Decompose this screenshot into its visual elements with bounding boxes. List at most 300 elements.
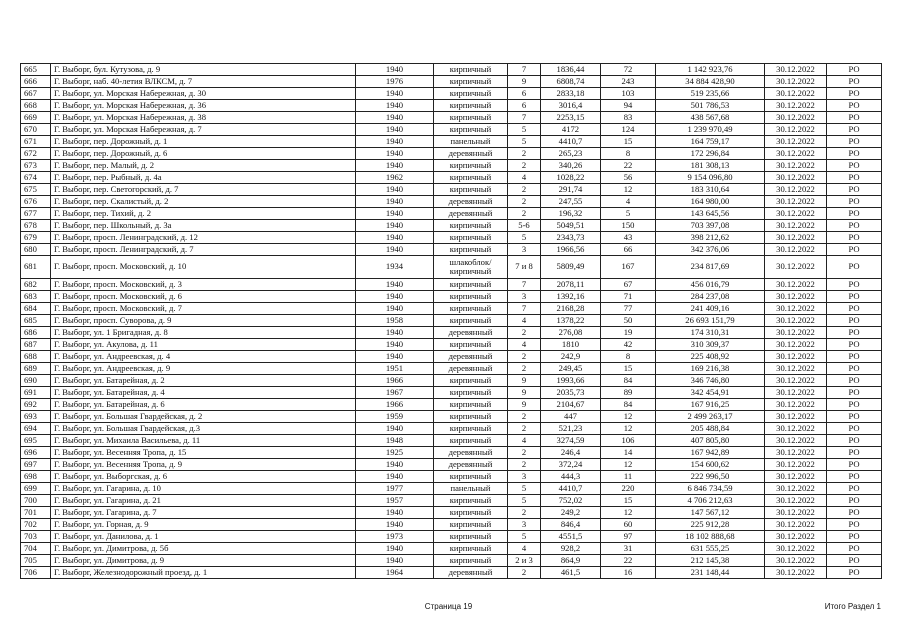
floors-cell: 3 <box>508 471 541 483</box>
year-built-cell: 1958 <box>356 315 434 327</box>
table-row <box>21 567 882 579</box>
row-number-cell: 697 <box>21 459 51 471</box>
year-built-cell: 1973 <box>356 531 434 543</box>
table-row <box>21 279 882 291</box>
area-cell: 1810 <box>541 339 601 351</box>
program-code-cell: РО <box>827 100 882 112</box>
year-built-cell: 1962 <box>356 172 434 184</box>
address-cell: Г. Выборг, просп. Московский, д. 6 <box>51 291 356 303</box>
floors-cell: 2 <box>508 148 541 160</box>
program-code-cell: РО <box>827 196 882 208</box>
row-number-cell: 683 <box>21 291 51 303</box>
program-code-cell: РО <box>827 387 882 399</box>
floors-cell: 9 <box>508 387 541 399</box>
row-number-cell: 699 <box>21 483 51 495</box>
residents-cell: 8 <box>601 351 656 363</box>
residents-cell: 150 <box>601 220 656 232</box>
date-cell: 30.12.2022 <box>765 64 827 76</box>
wall-material-cell: деревянный <box>434 567 508 579</box>
date-cell: 30.12.2022 <box>765 244 827 256</box>
cost-cell: 225 912,28 <box>656 519 765 531</box>
residents-cell: 124 <box>601 124 656 136</box>
program-code-cell: РО <box>827 507 882 519</box>
residents-cell: 19 <box>601 327 656 339</box>
address-cell: Г. Выборг, ул. Батарейная, д. 6 <box>51 399 356 411</box>
program-code-cell: РО <box>827 279 882 291</box>
year-built-cell: 1966 <box>356 375 434 387</box>
year-built-cell: 1940 <box>356 112 434 124</box>
cost-cell: 167 916,25 <box>656 399 765 411</box>
floors-cell: 4 <box>508 543 541 555</box>
table-row <box>21 196 882 208</box>
row-number-cell: 682 <box>21 279 51 291</box>
date-cell: 30.12.2022 <box>765 471 827 483</box>
wall-material-cell: кирпичный <box>434 303 508 315</box>
residents-cell: 103 <box>601 88 656 100</box>
row-number-cell: 706 <box>21 567 51 579</box>
program-code-cell: РО <box>827 411 882 423</box>
floors-cell: 7 <box>508 303 541 315</box>
program-code-cell: РО <box>827 64 882 76</box>
table-row <box>21 184 882 196</box>
residents-cell: 12 <box>601 423 656 435</box>
date-cell: 30.12.2022 <box>765 327 827 339</box>
wall-material-cell: панельный <box>434 136 508 148</box>
floors-cell: 3 <box>508 244 541 256</box>
table-row <box>21 220 882 232</box>
area-cell: 864,9 <box>541 555 601 567</box>
residents-cell: 84 <box>601 375 656 387</box>
date-cell: 30.12.2022 <box>765 112 827 124</box>
floors-cell: 2 <box>508 447 541 459</box>
program-code-cell: РО <box>827 555 882 567</box>
area-cell: 521,23 <box>541 423 601 435</box>
row-number-cell: 680 <box>21 244 51 256</box>
wall-material-cell: кирпичный <box>434 555 508 567</box>
table-row <box>21 172 882 184</box>
row-number-cell: 670 <box>21 124 51 136</box>
cost-cell: 212 145,38 <box>656 555 765 567</box>
register-sheet <box>20 63 881 579</box>
date-cell: 30.12.2022 <box>765 279 827 291</box>
wall-material-cell: кирпичный <box>434 279 508 291</box>
table-row <box>21 471 882 483</box>
row-number-cell: 703 <box>21 531 51 543</box>
table-row <box>21 399 882 411</box>
table-row <box>21 315 882 327</box>
residents-cell: 12 <box>601 507 656 519</box>
year-built-cell: 1940 <box>356 555 434 567</box>
cost-cell: 154 600,62 <box>656 459 765 471</box>
table-row <box>21 76 882 88</box>
program-code-cell: РО <box>827 543 882 555</box>
year-built-cell: 1977 <box>356 483 434 495</box>
floors-cell: 5-6 <box>508 220 541 232</box>
area-cell: 249,2 <box>541 507 601 519</box>
address-cell: Г. Выборг, ул. Горная, д. 9 <box>51 519 356 531</box>
program-code-cell: РО <box>827 303 882 315</box>
date-cell: 30.12.2022 <box>765 411 827 423</box>
area-cell: 846,4 <box>541 519 601 531</box>
wall-material-cell: кирпичный <box>434 220 508 232</box>
cost-cell: 26 693 151,79 <box>656 315 765 327</box>
date-cell: 30.12.2022 <box>765 495 827 507</box>
table-row <box>21 483 882 495</box>
year-built-cell: 1966 <box>356 399 434 411</box>
program-code-cell: РО <box>827 220 882 232</box>
year-built-cell: 1940 <box>356 279 434 291</box>
residents-cell: 12 <box>601 459 656 471</box>
year-built-cell: 1940 <box>356 291 434 303</box>
floors-cell: 5 <box>508 124 541 136</box>
residents-cell: 11 <box>601 471 656 483</box>
row-number-cell: 686 <box>21 327 51 339</box>
program-code-cell: РО <box>827 136 882 148</box>
date-cell: 30.12.2022 <box>765 208 827 220</box>
floors-cell: 2 <box>508 567 541 579</box>
floors-cell: 6 <box>508 88 541 100</box>
floors-cell: 3 <box>508 519 541 531</box>
floors-cell: 7 <box>508 64 541 76</box>
date-cell: 30.12.2022 <box>765 543 827 555</box>
row-number-cell: 704 <box>21 543 51 555</box>
year-built-cell: 1940 <box>356 136 434 148</box>
address-cell: Г. Выборг, ул. Морская Набережная, д. 38 <box>51 112 356 124</box>
year-built-cell: 1925 <box>356 447 434 459</box>
residents-cell: 22 <box>601 555 656 567</box>
area-cell: 1993,66 <box>541 375 601 387</box>
area-cell: 265,23 <box>541 148 601 160</box>
area-cell: 242,9 <box>541 351 601 363</box>
area-cell: 3016,4 <box>541 100 601 112</box>
floors-cell: 2 <box>508 208 541 220</box>
date-cell: 30.12.2022 <box>765 76 827 88</box>
year-built-cell: 1940 <box>356 88 434 100</box>
year-built-cell: 1940 <box>356 423 434 435</box>
cost-cell: 34 884 428,90 <box>656 76 765 88</box>
address-cell: Г. Выборг, ул. Большая Гвардейская, д. 2 <box>51 411 356 423</box>
cost-cell: 164 980,00 <box>656 196 765 208</box>
area-cell: 461,5 <box>541 567 601 579</box>
residents-cell: 71 <box>601 291 656 303</box>
row-number-cell: 674 <box>21 172 51 184</box>
date-cell: 30.12.2022 <box>765 100 827 112</box>
wall-material-cell: кирпичный <box>434 244 508 256</box>
floors-cell: 3 <box>508 291 541 303</box>
area-cell: 2078,11 <box>541 279 601 291</box>
date-cell: 30.12.2022 <box>765 351 827 363</box>
wall-material-cell: кирпичный <box>434 172 508 184</box>
row-number-cell: 692 <box>21 399 51 411</box>
floors-cell: 4 <box>508 435 541 447</box>
wall-material-cell: кирпичный <box>434 435 508 447</box>
row-number-cell: 700 <box>21 495 51 507</box>
cost-cell: 438 567,68 <box>656 112 765 124</box>
address-cell: Г. Выборг, ул. 1 Бригадная, д. 8 <box>51 327 356 339</box>
floors-cell: 5 <box>508 531 541 543</box>
date-cell: 30.12.2022 <box>765 375 827 387</box>
table-row <box>21 555 882 567</box>
year-built-cell: 1940 <box>356 208 434 220</box>
address-cell: Г. Выборг, ул. Батарейная, д. 4 <box>51 387 356 399</box>
table-row <box>21 495 882 507</box>
residents-cell: 42 <box>601 339 656 351</box>
program-code-cell: РО <box>827 76 882 88</box>
table-row <box>21 387 882 399</box>
section-total-label: Итого Раздел 1 <box>824 602 881 611</box>
wall-material-cell: кирпичный <box>434 160 508 172</box>
area-cell: 1378,22 <box>541 315 601 327</box>
cost-cell: 342 454,91 <box>656 387 765 399</box>
wall-material-cell: кирпичный <box>434 291 508 303</box>
year-built-cell: 1940 <box>356 244 434 256</box>
cost-cell: 241 409,16 <box>656 303 765 315</box>
wall-material-cell: кирпичный <box>434 100 508 112</box>
year-built-cell: 1940 <box>356 519 434 531</box>
floors-cell: 5 <box>508 136 541 148</box>
table-row <box>21 64 882 76</box>
floors-cell: 2 <box>508 411 541 423</box>
date-cell: 30.12.2022 <box>765 124 827 136</box>
address-cell: Г. Выборг, наб. 40-летия ВЛКСМ, д. 7 <box>51 76 356 88</box>
date-cell: 30.12.2022 <box>765 423 827 435</box>
row-number-cell: 675 <box>21 184 51 196</box>
address-cell: Г. Выборг, пер. Дорожный, д. 1 <box>51 136 356 148</box>
address-cell: Г. Выборг, ул. Выборгская, д. 6 <box>51 471 356 483</box>
program-code-cell: РО <box>827 399 882 411</box>
area-cell: 4172 <box>541 124 601 136</box>
program-code-cell: РО <box>827 339 882 351</box>
row-number-cell: 669 <box>21 112 51 124</box>
area-cell: 291,74 <box>541 184 601 196</box>
address-cell: Г. Выборг, пер. Скалистый, д. 2 <box>51 196 356 208</box>
address-cell: Г. Выборг, ул. Весенняя Тропа, д. 15 <box>51 447 356 459</box>
wall-material-cell: кирпичный <box>434 88 508 100</box>
address-cell: Г. Выборг, ул. Димитрова, д. 5б <box>51 543 356 555</box>
wall-material-cell: деревянный <box>434 208 508 220</box>
program-code-cell: РО <box>827 519 882 531</box>
program-code-cell: РО <box>827 375 882 387</box>
address-cell: Г. Выборг, пер. Тихий, д. 2 <box>51 208 356 220</box>
program-code-cell: РО <box>827 483 882 495</box>
floors-cell: 2 <box>508 423 541 435</box>
date-cell: 30.12.2022 <box>765 363 827 375</box>
row-number-cell: 696 <box>21 447 51 459</box>
row-number-cell: 690 <box>21 375 51 387</box>
table-row <box>21 160 882 172</box>
address-cell: Г. Выборг, пер. Школьный, д. 3а <box>51 220 356 232</box>
program-code-cell: РО <box>827 315 882 327</box>
program-code-cell: РО <box>827 495 882 507</box>
row-number-cell: 671 <box>21 136 51 148</box>
year-built-cell: 1940 <box>356 339 434 351</box>
row-number-cell: 688 <box>21 351 51 363</box>
address-cell: Г. Выборг, ул. Димитрова, д. 9 <box>51 555 356 567</box>
year-built-cell: 1940 <box>356 220 434 232</box>
program-code-cell: РО <box>827 160 882 172</box>
area-cell: 6808,74 <box>541 76 601 88</box>
wall-material-cell: деревянный <box>434 459 508 471</box>
floors-cell: 7 <box>508 112 541 124</box>
year-built-cell: 1959 <box>356 411 434 423</box>
program-code-cell: РО <box>827 471 882 483</box>
table-row <box>21 303 882 315</box>
area-cell: 246,4 <box>541 447 601 459</box>
program-code-cell: РО <box>827 112 882 124</box>
program-code-cell: РО <box>827 459 882 471</box>
residents-cell: 16 <box>601 567 656 579</box>
program-code-cell: РО <box>827 567 882 579</box>
year-built-cell: 1940 <box>356 543 434 555</box>
date-cell: 30.12.2022 <box>765 519 827 531</box>
floors-cell: 2 <box>508 351 541 363</box>
cost-cell: 9 154 096,80 <box>656 172 765 184</box>
address-cell: Г. Выборг, ул. Морская Набережная, д. 36 <box>51 100 356 112</box>
program-code-cell: РО <box>827 256 882 279</box>
wall-material-cell: деревянный <box>434 363 508 375</box>
date-cell: 30.12.2022 <box>765 256 827 279</box>
area-cell: 249,45 <box>541 363 601 375</box>
area-cell: 5809,49 <box>541 256 601 279</box>
cost-cell: 2 499 263,17 <box>656 411 765 423</box>
cost-cell: 6 846 734,59 <box>656 483 765 495</box>
wall-material-cell: кирпичный <box>434 543 508 555</box>
table-row <box>21 124 882 136</box>
wall-material-cell: кирпичный <box>434 531 508 543</box>
wall-material-cell: деревянный <box>434 148 508 160</box>
residents-cell: 60 <box>601 519 656 531</box>
table-row <box>21 435 882 447</box>
floors-cell: 4 <box>508 315 541 327</box>
area-cell: 276,08 <box>541 327 601 339</box>
residents-cell: 83 <box>601 112 656 124</box>
date-cell: 30.12.2022 <box>765 555 827 567</box>
program-code-cell: РО <box>827 208 882 220</box>
table-row <box>21 363 882 375</box>
row-number-cell: 667 <box>21 88 51 100</box>
cost-cell: 174 310,31 <box>656 327 765 339</box>
table-row <box>21 531 882 543</box>
area-cell: 928,2 <box>541 543 601 555</box>
floors-cell: 2 <box>508 196 541 208</box>
year-built-cell: 1934 <box>356 256 434 279</box>
wall-material-cell: кирпичный <box>434 339 508 351</box>
area-cell: 5049,51 <box>541 220 601 232</box>
table-body <box>21 64 882 579</box>
date-cell: 30.12.2022 <box>765 531 827 543</box>
residents-cell: 77 <box>601 303 656 315</box>
residents-cell: 4 <box>601 196 656 208</box>
wall-material-cell: кирпичный <box>434 76 508 88</box>
address-cell: Г. Выборг, просп. Ленинградский, д. 12 <box>51 232 356 244</box>
address-cell: Г. Выборг, пер. Дорожный, д. 6 <box>51 148 356 160</box>
program-code-cell: РО <box>827 327 882 339</box>
cost-cell: 519 235,66 <box>656 88 765 100</box>
floors-cell: 2 и 3 <box>508 555 541 567</box>
row-number-cell: 672 <box>21 148 51 160</box>
year-built-cell: 1940 <box>356 303 434 315</box>
program-code-cell: РО <box>827 124 882 136</box>
residents-cell: 167 <box>601 256 656 279</box>
year-built-cell: 1964 <box>356 567 434 579</box>
wall-material-cell: кирпичный <box>434 519 508 531</box>
row-number-cell: 676 <box>21 196 51 208</box>
address-cell: Г. Выборг, ул. Михаила Васильева, д. 11 <box>51 435 356 447</box>
table-row <box>21 208 882 220</box>
year-built-cell: 1940 <box>356 160 434 172</box>
program-code-cell: РО <box>827 435 882 447</box>
year-built-cell: 1940 <box>356 124 434 136</box>
row-number-cell: 701 <box>21 507 51 519</box>
table-row <box>21 232 882 244</box>
wall-material-cell: кирпичный <box>434 399 508 411</box>
table-row <box>21 136 882 148</box>
year-built-cell: 1940 <box>356 351 434 363</box>
residents-cell: 50 <box>601 315 656 327</box>
year-built-cell: 1976 <box>356 76 434 88</box>
address-cell: Г. Выборг, просп. Московский, д. 3 <box>51 279 356 291</box>
area-cell: 2253,15 <box>541 112 601 124</box>
cost-cell: 1 142 923,76 <box>656 64 765 76</box>
address-cell: Г. Выборг, ул. Весенняя Тропа, д. 9 <box>51 459 356 471</box>
program-code-cell: РО <box>827 88 882 100</box>
wall-material-cell: кирпичный <box>434 423 508 435</box>
year-built-cell: 1940 <box>356 327 434 339</box>
date-cell: 30.12.2022 <box>765 339 827 351</box>
address-cell: Г. Выборг, ул. Андреевская, д. 9 <box>51 363 356 375</box>
table-row <box>21 519 882 531</box>
cost-cell: 222 996,50 <box>656 471 765 483</box>
date-cell: 30.12.2022 <box>765 315 827 327</box>
area-cell: 247,55 <box>541 196 601 208</box>
date-cell: 30.12.2022 <box>765 483 827 495</box>
cost-cell: 234 817,69 <box>656 256 765 279</box>
cost-cell: 169 216,38 <box>656 363 765 375</box>
year-built-cell: 1940 <box>356 64 434 76</box>
program-code-cell: РО <box>827 351 882 363</box>
year-built-cell: 1948 <box>356 435 434 447</box>
date-cell: 30.12.2022 <box>765 291 827 303</box>
program-code-cell: РО <box>827 184 882 196</box>
address-cell: Г. Выборг, Железнодорожный проезд, д. 1 <box>51 567 356 579</box>
table-row <box>21 256 882 279</box>
residents-cell: 243 <box>601 76 656 88</box>
date-cell: 30.12.2022 <box>765 399 827 411</box>
residents-cell: 56 <box>601 172 656 184</box>
program-code-cell: РО <box>827 232 882 244</box>
wall-material-cell: кирпичный <box>434 375 508 387</box>
row-number-cell: 693 <box>21 411 51 423</box>
cost-cell: 407 805,80 <box>656 435 765 447</box>
cost-cell: 1 239 970,49 <box>656 124 765 136</box>
address-cell: Г. Выборг, ул. Акулова, д. 11 <box>51 339 356 351</box>
row-number-cell: 668 <box>21 100 51 112</box>
program-code-cell: РО <box>827 447 882 459</box>
date-cell: 30.12.2022 <box>765 567 827 579</box>
date-cell: 30.12.2022 <box>765 459 827 471</box>
row-number-cell: 705 <box>21 555 51 567</box>
floors-cell: 2 <box>508 507 541 519</box>
area-cell: 1028,22 <box>541 172 601 184</box>
area-cell: 1836,44 <box>541 64 601 76</box>
area-cell: 196,32 <box>541 208 601 220</box>
cost-cell: 501 786,53 <box>656 100 765 112</box>
table-row <box>21 100 882 112</box>
year-built-cell: 1940 <box>356 184 434 196</box>
residents-cell: 89 <box>601 387 656 399</box>
wall-material-cell: кирпичный <box>434 232 508 244</box>
floors-cell: 2 <box>508 327 541 339</box>
